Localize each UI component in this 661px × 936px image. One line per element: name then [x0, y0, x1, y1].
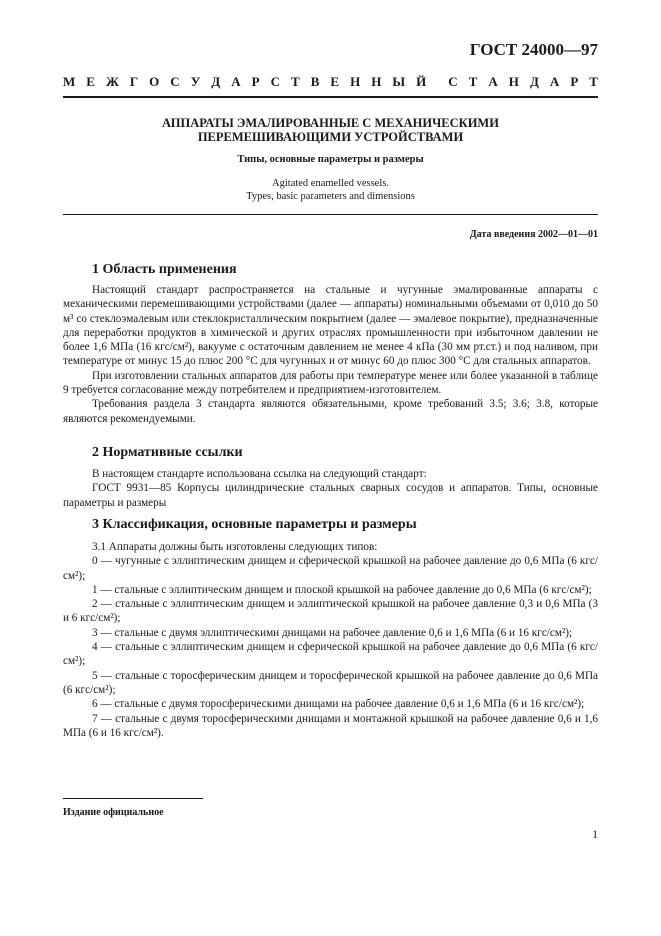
standard-number: ГОСТ 24000—97 — [469, 40, 598, 59]
banner-letter: М — [63, 74, 76, 89]
banner-letter: Н — [508, 74, 519, 89]
banner-letter: О — [149, 74, 160, 89]
section-3-item: 4 — стальные с эллиптическим днищем и сферической крышкой на рабочее давление до 0,6 МПа (6 кгс/см²); — [63, 641, 598, 668]
section-3-item: 1 — стальные с эллиптическим днищем и плоской крышкой на рабочее давление до 0,6 МПа (6 кгс/см²); — [92, 583, 592, 596]
banner-letter: А — [549, 74, 560, 89]
section-2-heading: 2 Нормативные ссылки — [92, 445, 243, 460]
banner-letter: С — [448, 74, 458, 89]
banner-letter: С — [170, 74, 180, 89]
banner-letter: Р — [570, 74, 579, 89]
section-1-heading: 1 Область применения — [92, 262, 237, 277]
banner-letter: Ж — [105, 74, 119, 89]
section-2-paragraph: В настоящем стандарте использована ссылка на следующий стандарт: — [92, 468, 427, 480]
title-rule — [63, 214, 598, 215]
page-number: 1 — [592, 829, 598, 841]
banner-letter: Т — [589, 74, 598, 89]
banner-letter: Р — [251, 74, 260, 89]
section-3-heading: 3 Классификация, основные параметры и размеры — [92, 517, 417, 532]
banner-letter: Т — [468, 74, 478, 89]
banner-letter: Г — [129, 74, 139, 89]
intro-date: Дата введения 2002—01—01 — [469, 229, 598, 240]
section-3-item: 6 — стальные с двумя торосферическими днищами на рабочее давление 0,6 и 1,6 МПа (6 и 16 кгс/см²); — [92, 698, 585, 711]
banner-letter: Ы — [392, 74, 406, 89]
english-title-line-2: Types, basic parameters and dimensions — [246, 191, 415, 202]
banner-letter: С — [270, 74, 280, 89]
title-line-1: АППАРАТЫ ЭМАЛИРОВАННЫЕ С МЕХАНИЧЕСКИМИ — [162, 116, 499, 130]
section-3-item: 3.1 Аппараты должны быть изготовлены следующих типов: — [92, 541, 378, 553]
document-title — [63, 116, 598, 144]
section-3-body — [63, 540, 598, 740]
interstate-standard-banner — [63, 74, 598, 90]
banner-letter: Й — [416, 74, 427, 89]
header-rule — [63, 96, 598, 98]
document-subtitle: Типы, основные параметры и размеры — [237, 154, 424, 165]
official-edition-label: Издание официальное — [63, 807, 164, 818]
banner-letter: Н — [371, 74, 382, 89]
english-title-line-1: Agitated enamelled vessels. — [272, 178, 389, 189]
banner-letter: Д — [529, 74, 539, 89]
section-1-paragraph: Настоящий стандарт распространяется на стальные и чугунные эмалированные аппараты с механическими перемешивающими устройствами (далее — аппараты) номинальными объемами от 0,010 до 50 м³ со стеклоэмалевым или стеклокристаллическим покрытием (далее — эмалевое покрытие), предназначенные для переработки продуктов в химической и других отраслях промышленности при избыточном давлении не более 1,6 МПа (16 кгс/см²), вакууме с остаточным давлением не менее 4 кПа (30 мм рт.ст.) и под наливом, при температуре от минус 15 до плюс 200 °С для чугунных и от минус 60 до плюс 300 °С для стальных аппаратов. — [63, 284, 598, 368]
banner-letter: Т — [291, 74, 300, 89]
section-3-item: 0 — чугунные с эллиптическим днищем и сферической крышкой на рабочее давление до 0,6 МПа (6 кгс/см²); — [63, 555, 598, 582]
section-3-item: 2 — стальные с эллиптическим днищем и эллиптической крышкой на рабочее давление 0,3 и 0,6 МПа (3 и 6 кгс/см²); — [63, 598, 598, 625]
banner-letter: Д — [211, 74, 221, 89]
section-1-paragraph: Требования раздела 3 стандарта являются обязательными, кроме требований 3.5; 3.6; 3.8, которые являются рекомендуемыми. — [63, 398, 598, 425]
banner-letter: Е — [86, 74, 95, 89]
title-line-2: ПЕРЕМЕШИВАЮЩИМИ УСТРОЙСТВАМИ — [197, 130, 464, 144]
banner-letter: У — [190, 74, 201, 89]
section-3-item: 7 — стальные с двумя торосферическими днищами и монтажной крышкой на рабочее давление 0,6 и 1,6 МПа (6 и 16 кгс/см²). — [63, 712, 598, 739]
section-1-paragraph: При изготовлении стальных аппаратов для работы при температуре менее или более указанной в таблице 9 требуется согласование между потребителем и предприятием-изготовителем. — [63, 369, 598, 397]
section-3-item: 3 — стальные с двумя эллиптическими днищами на рабочее давление 0,6 и 1,6 МПа (6 и 16 кгс/см²); — [92, 626, 573, 639]
banner-letter: Е — [330, 74, 340, 89]
english-title — [63, 177, 598, 203]
banner-letter: А — [231, 74, 241, 89]
section-1-body — [63, 283, 598, 426]
banner-letter: В — [310, 74, 320, 89]
section-2-body — [63, 467, 598, 510]
footer-rule — [63, 798, 203, 799]
section-2-paragraph: ГОСТ 9931—85 Корпусы цилиндрические стальных сварных сосудов и аппаратов. Типы, основные параметры и размеры — [63, 482, 598, 509]
banner-letter: А — [488, 74, 498, 89]
banner-letter: Н — [350, 74, 361, 89]
section-3-item: 5 — стальные с торосферическим днищем и торосферической крышкой на рабочее давление до 0,6 МПа (6 кгс/см²); — [63, 669, 598, 696]
